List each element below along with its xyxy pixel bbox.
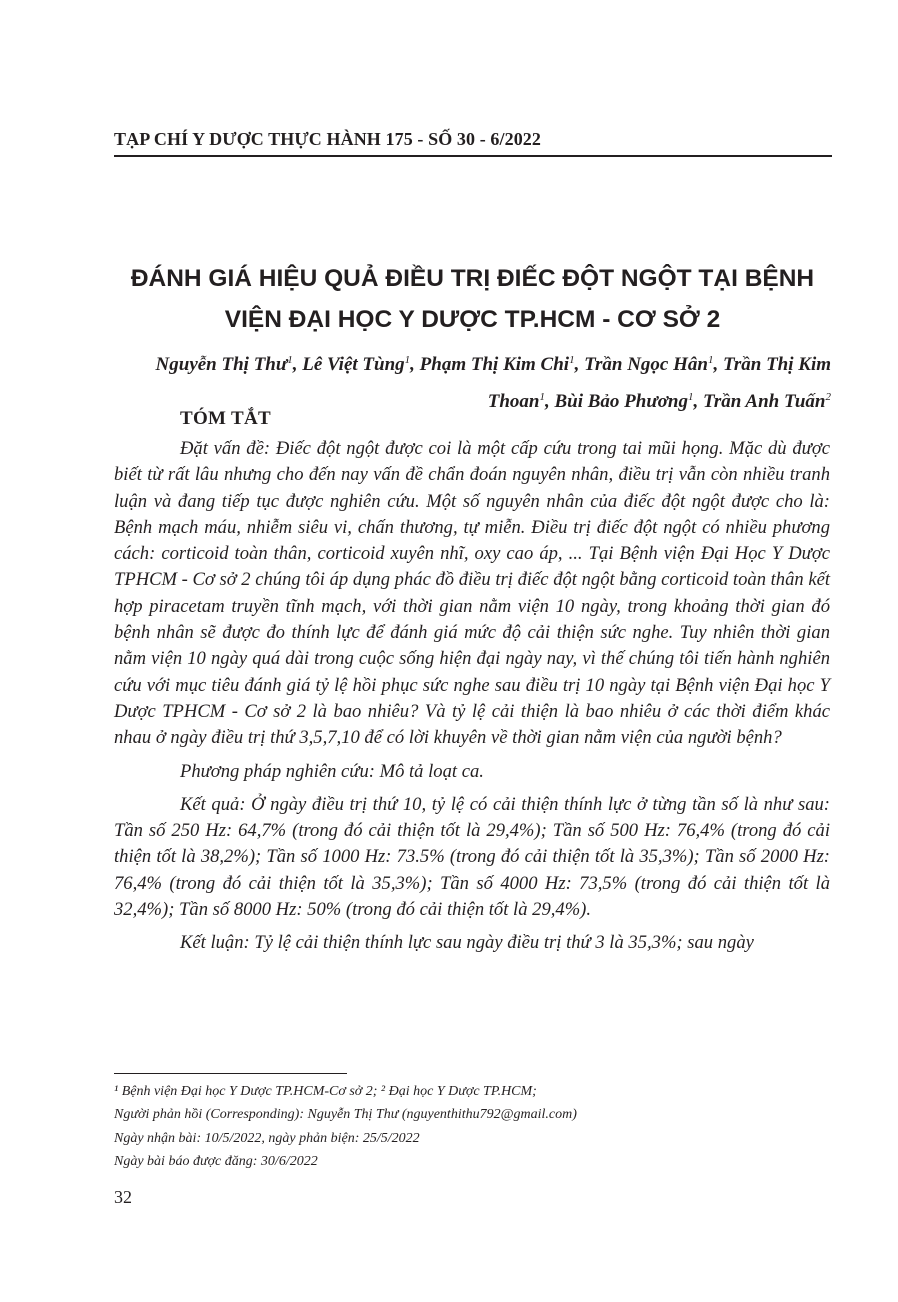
footnotes (114, 1080, 830, 1173)
title-line-2: VIỆN ĐẠI HỌC Y DƯỢC TP.HCM - CƠ SỞ 2 (224, 306, 721, 333)
abstract-methods: Phương pháp nghiên cứu: Mô tả loạt ca. (180, 760, 484, 782)
author: Phạm Thị Kim Chi$^1$, (419, 354, 585, 375)
author: Bùi Bảo Phương$^1$, (554, 391, 703, 412)
author-list (150, 344, 831, 418)
footnote-published: Ngày bài báo được đăng: 30/6/2022 (114, 1153, 318, 1169)
abstract-heading: TÓM TẮT (180, 408, 271, 429)
author: Nguyễn Thị Thư$^1$, (155, 354, 303, 375)
author: Trần Anh Tuấn$^2$ (703, 391, 831, 412)
author: Trần Ngọc Hân$^1$, (584, 354, 723, 375)
page-number: 32 (114, 1187, 132, 1207)
footnote-affiliations: ¹ Bệnh viện Đại học Y Dược TP.HCM-Cơ sở 2; ² Đại học Y Dược TP.HCM; (114, 1084, 537, 1099)
article-title (110, 258, 835, 340)
abstract-body (114, 436, 830, 964)
abstract-conclusion: Kết luận: Tỷ lệ cải thiện thính lực sau ngày điều trị thứ 3 là 35,3%; sau ngày (180, 932, 754, 954)
journal-header: TẠP CHÍ Y DƯỢC THỰC HÀNH 175 - SỐ 30 - 6/2022 (114, 129, 542, 149)
footnote-corresponding: Người phản hồi (Corresponding): Nguyễn Thị Thư (nguyenthithu792@gmail.com) (114, 1107, 577, 1123)
header-rule (114, 155, 832, 157)
title-line-1: ĐÁNH GIÁ HIỆU QUẢ ĐIỀU TRỊ ĐIẾC ĐỘT NGỘT TẠI BỆNH (130, 265, 815, 292)
abstract-background: Đặt vấn đề: Điếc đột ngột được coi là một cấp cứu trong tai mũi họng. Mặc dù được biết từ rất lâu nhưng cho đến nay vấn đề chẩn đoán nguyên nhân, điều trị vẫn còn nhiều tranh luận và đang tiếp tục được nghiên cứu. Một số nguyên nhân của điếc đột ngột được cho là: Bệnh mạch máu, nhiễm siêu vi, chấn thương, tự miễn. Điều trị điếc đột ngột có nhiều phương cách: corticoid toàn thân, corticoid xuyên nhĩ, oxy cao áp, ... Tại Bệnh viện Đại Học Y Dược TPHCM - Cơ sở 2 chúng tôi áp dụng phác đồ điều trị điếc đột ngột bằng corticoid toàn thân kết hợp piracetam truyền tĩnh mạch, với thời gian nằm viện 10 ngày, trong khoảng thời gian đó bệnh nhân sẽ được đo thính lực để đánh giá mức độ cải thiện sức nghe. Tuy nhiên thời gian nằm viện 10 ngày quá dài trong cuộc sống hiện đại ngày nay, vì thế chúng tôi tiến hành nghiên cứu với mục tiêu đánh giá tỷ lệ hồi phục sức nghe sau điều trị 10 ngày tại Bệnh viện Đại học Y Dược TPHCM - Cơ sở 2 là bao nhiêu? Và tỷ lệ cải thiện là bao nhiêu ở các thời điểm khác nhau ở ngày điều trị thứ 3,5,7,10 để có lời khuyên về thời gian nằm viện của người bệnh? (114, 438, 831, 749)
footnote-rule (114, 1073, 347, 1074)
author: Trần Thị Kim Thoan$^1$, (487, 354, 831, 412)
abstract-results: Kết quả: Ở ngày điều trị thứ 10, tỷ lệ có cải thiện thính lực ở từng tần số là như sau: Tần số 250 Hz: 64,7% (trong đó cải thiện tốt là 29,4%); Tần số 500 Hz: 76,4% (trong đó cải thiện tốt là 38,2%); Tần số 1000 Hz: 73.5% (trong đó cải thiện tốt là 35,3%); Tần số 2000 Hz: 76,4% (trong đó cải thiện tốt là 35,3%); Tần số 4000 Hz: 73,5% (trong đó cải thiện tốt là 32,4%); Tần số 8000 Hz: 50% (trong đó cải thiện tốt là 29,4%). (114, 793, 830, 921)
author: Lê Việt Tùng$^1$, (302, 354, 420, 375)
footnote-received: Ngày nhận bài: 10/5/2022, ngày phản biện: 25/5/2022 (114, 1130, 420, 1146)
